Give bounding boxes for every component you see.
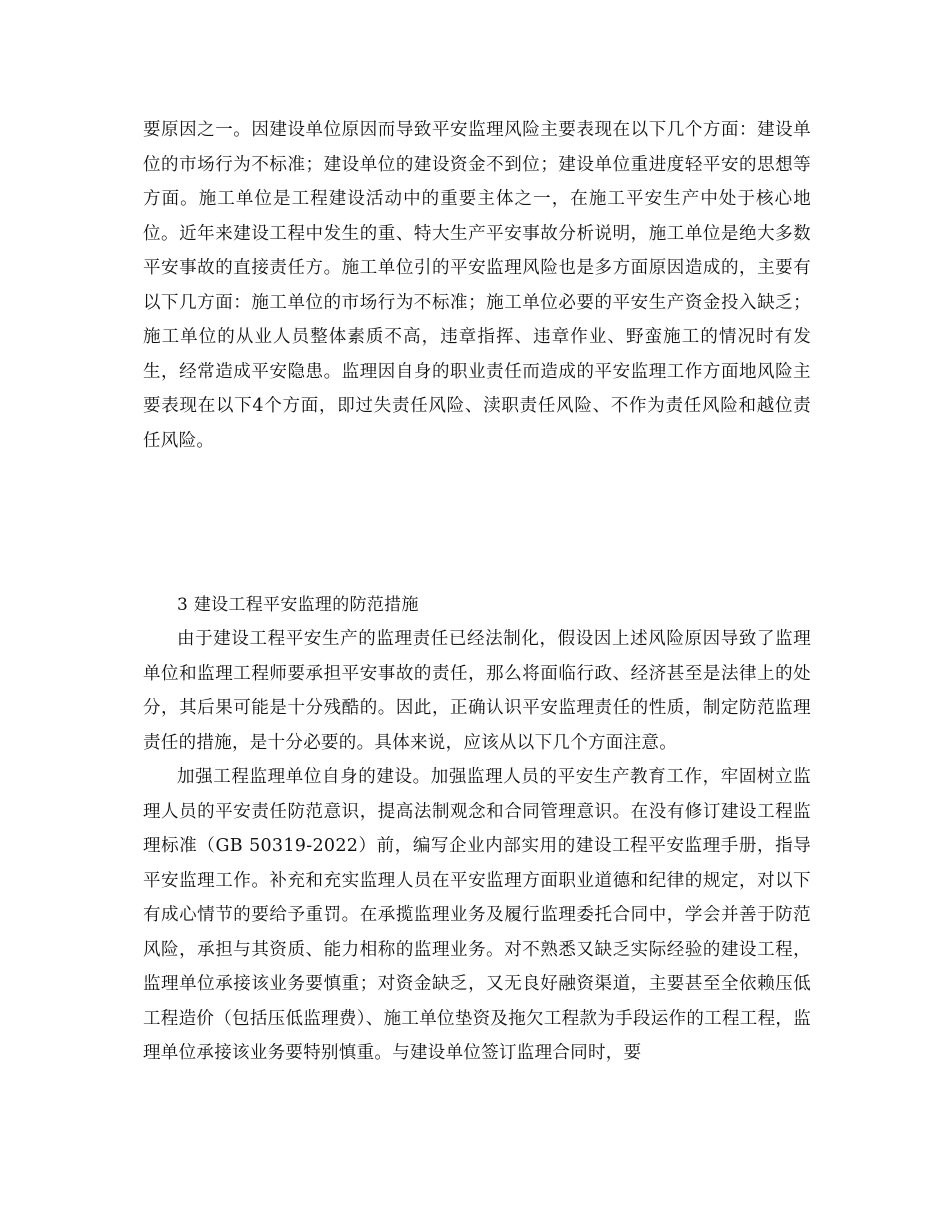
paragraph-strengthen-supervision: 加强工程监理单位自身的建设。加强监理人员的平安生产教育工作，牢固树立监理人员的平安责任防范意识，提高法制观念和合同管理意识。在没有修订建设工程监理标准（GB 50319-2022）前，编写企业内部实用的建设工程平安监理手册，指导平安监理工作。补充和充实监理人员在平安监理方面职业道德和纪律的规定，对以下有成心情节的要给予重罚。在承揽监理业务及履行监理委托合同中，学会并善于防范风险，承担与其资质、能力相称的监理业务。对不熟悉又缺乏实际经验的建设工程，监理单位承接该业务要慎重；对资金缺乏，又无良好融资渠道，主要甚至全依赖压低工程造价（包括压低监理费）、施工单位垫资及拖欠工程款为手段运作的工程工程，监理单位承接该业务要特别慎重。与建设单位签订监理合同时，要 [143,767,811,1063]
paragraph-risk-causes: 要原因之一。因建设单位原因而导致平安监理风险主要表现在以下几个方面：建设单位的市场行为不标准；建设单位的建设资金不到位；建设单位重进度轻平安的思想等方面。施工单位是工程建设活动中的重要主体之一，在施工平安生产中处于核心地位。近年来建设工程中发生的重、特大生产平安事故分析说明，施工单位是绝大多数平安事故的直接责任方。施工单位引的平安监理风险也是多方面原因造成的，主要有以下几方面：施工单位的市场行为不标准；施工单位必要的平安生产资金投入缺乏；施工单位的从业人员整体素质不高，违章指挥、违章作业、野蛮施工的情况时有发生，经常造成平安隐患。监理因自身的职业责任而造成的平安监理工作方面地风险主要表现在以下4个方面，即过失责任风险、渎职责任风险、不作为责任风险和越位责任风险。 [143,120,811,451]
section-heading: 3 建设工程平安监理的防范措施 [177,595,419,615]
paragraph-prevention-intro: 由于建设工程平安生产的监理责任已经法制化，假设因上述风险原因导致了监理单位和监理工程师要承担平安事故的责任，那么将面临行政、经济甚至是法律上的处分，其后果可能是十分残酷的。因此，正确认识平安监理责任的性质，制定防范监理责任的措施，是十分必要的。具体来说，应该从以下几个方面注意。 [143,629,811,753]
